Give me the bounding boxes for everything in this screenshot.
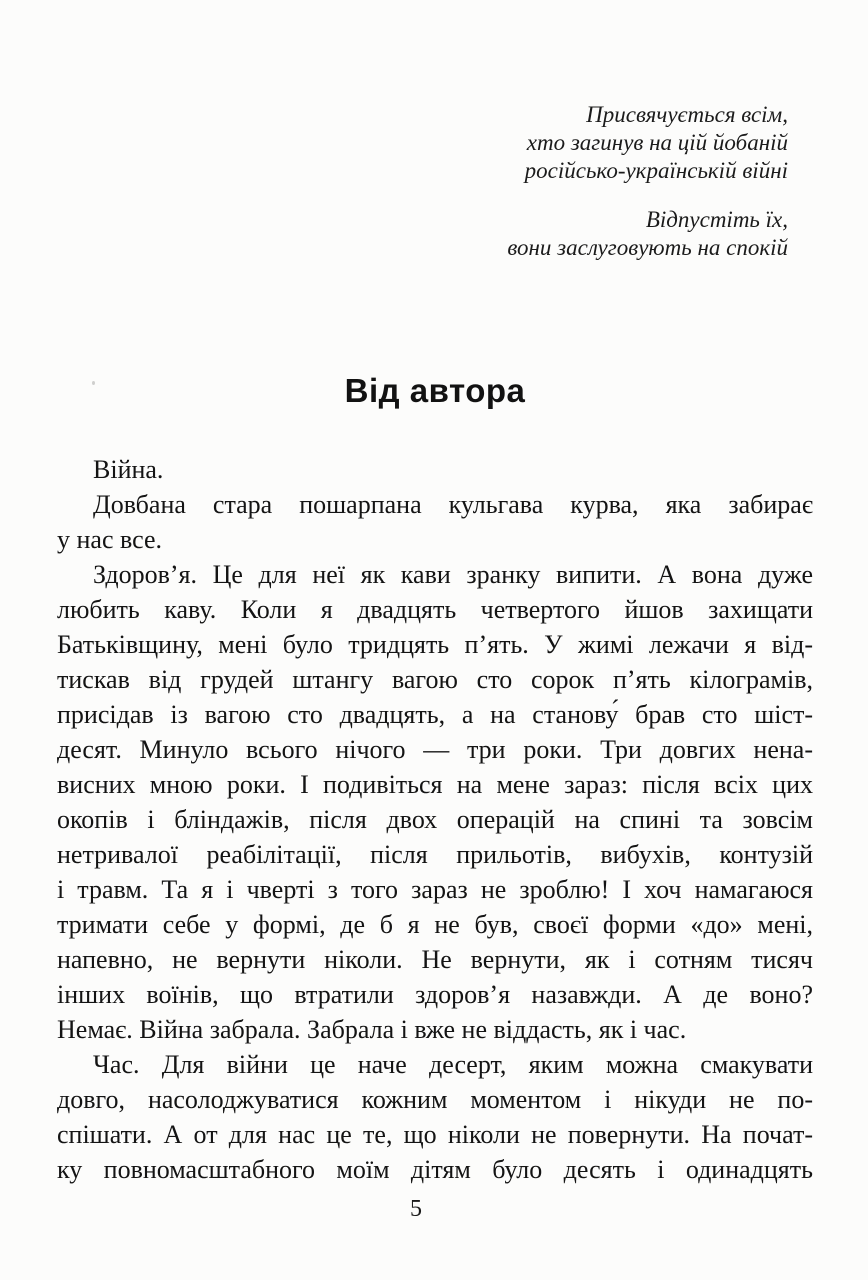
paragraph-line: напевно, не вернути ніколи. Не вернути, як і сотням тисяч [57,945,813,974]
dedication-line: російсько-українській війні [524,158,788,183]
paragraph-line: любить каву. Коли я двадцять четвертого йшов захищати [57,595,813,624]
paragraph-line: довго, насолоджуватися кожним моментом і нікуди не по- [57,1085,813,1114]
paragraph-line: у нас все. [57,525,163,554]
paragraph-line: десят. Минуло всього нічого — три роки. Три довгих нена- [57,735,813,764]
paragraph-line: присідав із вагою сто двадцять, а на станову́ брав сто шіст- [57,700,813,729]
paragraph-line: Час. Для війни це наче десерт, яким можна смакувати [93,1050,813,1079]
paragraph-line: ку повномасштабного моїм дітям було десять і одинадцять [57,1155,813,1184]
paragraph-line: інших воїнів, що втратили здоров’я назавжди. А де воно? [57,980,813,1009]
dedication-stanza [507,101,788,185]
paragraph-line: тримати себе у формі, де б я не був, своєї форми «до» мені, [57,910,813,939]
paragraph-line: і травм. Та я і чверті з того зараз не зроблю! І хоч намагаюся [57,875,813,904]
dedication [507,101,788,262]
paragraph-line: Здоров’я. Це для неї як кави зранку випити. А вона дуже [93,560,813,589]
paragraph-line: Довбана стара пошарпана кульгава курва, яка забирає [93,490,813,519]
paragraph-line: нетривалої реабілітації, після прильотів, вибухів, контузій [57,840,813,869]
dedication-line: вони заслуговують на спокій [507,235,788,260]
dedication-stanza [507,206,788,262]
paragraph-line: Немає. Війна забрала. Забрала і вже не віддасть, як і час. [57,1015,687,1044]
body-text [57,452,813,1187]
paragraph-line: тискав від грудей штангу вагою сто сорок п’ять кілограмів, [57,665,813,694]
chapter-title: Від автора [344,372,526,409]
paragraph-line: Батьківщину, мені було тридцять п’ять. У жимі лежачи я від- [57,630,813,659]
dedication-line: Присвячується всім, [586,102,788,127]
paragraph-line: Війна. [93,455,164,484]
paragraph-line: спішати. А от для нас це те, що ніколи не повернути. На почат- [57,1120,813,1149]
page-number: 5 [410,1196,422,1222]
paragraph-line: окопів і бліндажів, після двох операцій на спині та зовсім [57,805,813,834]
dedication-line: хто загинув на цій йобаній [526,130,788,155]
dedication-line: Відпустіть їх, [645,207,788,232]
paragraph-line: висних мною роки. І подивіться на мене зараз: після всіх цих [57,770,813,799]
